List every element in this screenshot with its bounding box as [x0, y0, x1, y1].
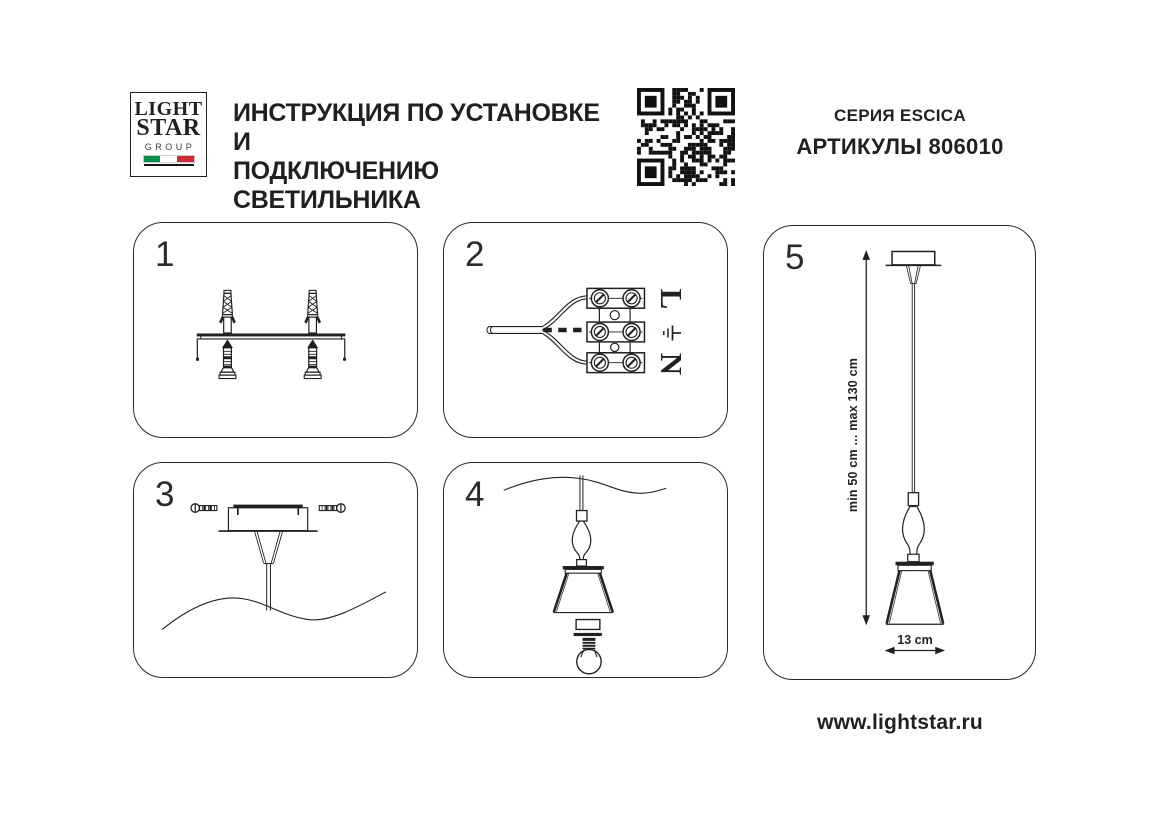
title-line2: ПОДКЛЮЧЕНИЮ СВЕТИЛЬНИКА — [233, 157, 439, 214]
mounting-bracket-drawing — [134, 223, 417, 437]
logo-word-light: LIGHT — [134, 98, 203, 120]
suspension-range-label: min 50 cm ... max 130 cm — [846, 357, 860, 513]
step3-number: 3 — [155, 475, 175, 514]
earth-ground-icon — [660, 322, 682, 344]
terminal-label-live: L — [654, 288, 689, 310]
flag-underline — [144, 164, 194, 166]
step5-panel — [763, 225, 1036, 680]
qr-code — [637, 88, 735, 186]
step1-panel — [133, 222, 418, 438]
shade-assembly-drawing — [444, 463, 727, 677]
step2-panel — [443, 222, 728, 438]
step4-panel — [443, 462, 728, 678]
logo-word-star: STAR — [136, 115, 201, 141]
canopy-fixing-drawing — [134, 463, 417, 677]
pendant-dimensions-drawing — [764, 226, 1035, 679]
logo-word-group: GROUP — [144, 142, 196, 152]
step4-number: 4 — [465, 475, 485, 514]
step2-number: 2 — [465, 235, 485, 274]
step1-number: 1 — [155, 235, 175, 274]
italian-flag-icon — [144, 156, 194, 162]
terminal-block-drawing — [444, 223, 727, 437]
lightstar-logo — [130, 92, 207, 177]
terminal-label-neutral: N — [654, 352, 689, 376]
article-label: АРТИКУЛЫ 806010 — [796, 134, 1004, 159]
title-line1: ИНСТРУКЦИЯ ПО УСТАНОВКЕ И — [233, 99, 600, 156]
website-url: www.lightstar.ru — [817, 711, 983, 734]
series-block — [765, 106, 1035, 160]
page-title — [233, 99, 618, 215]
step3-panel — [133, 462, 418, 678]
shade-width-label: 13 cm — [897, 633, 933, 647]
series-label: СЕРИЯ ESCICA — [834, 106, 966, 125]
step5-number: 5 — [785, 238, 805, 277]
